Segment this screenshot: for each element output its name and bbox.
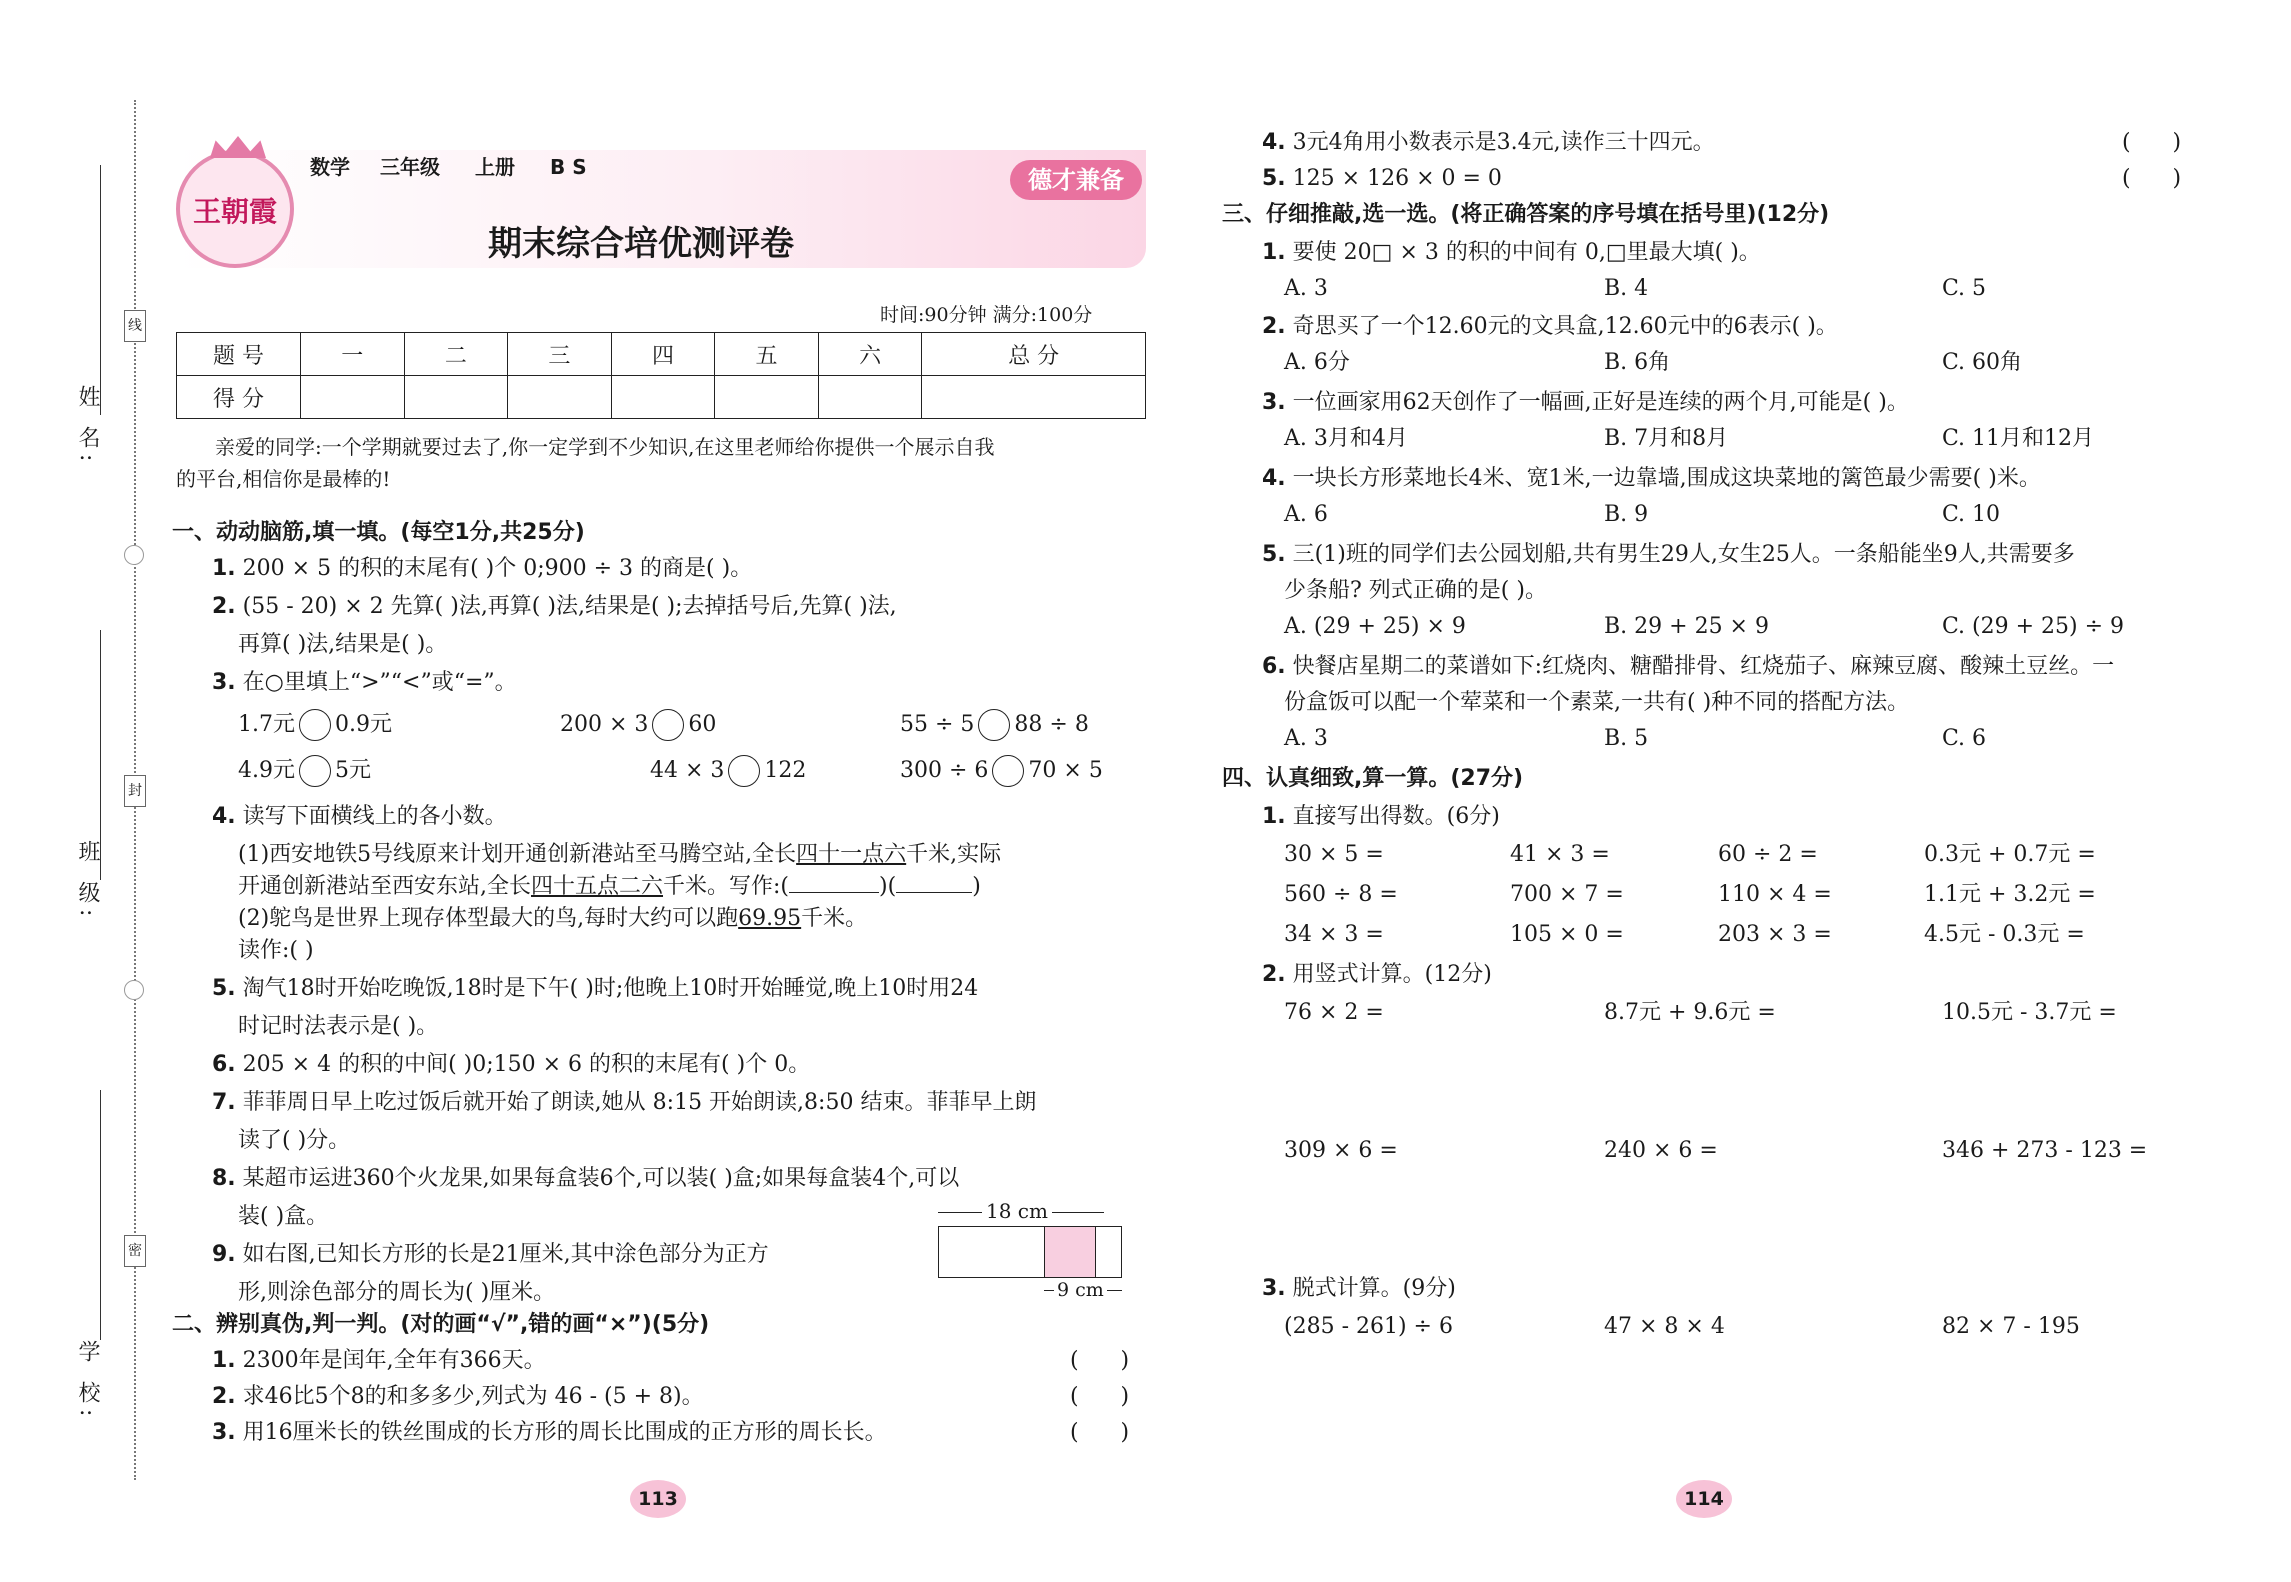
compare-item (560, 708, 716, 742)
question-text: 125 × 126 × 0 = 0 (1292, 166, 1502, 191)
compare-item (238, 754, 371, 788)
question-1-1 (212, 556, 752, 582)
question-1-2 (212, 594, 897, 620)
vertical-calc-item: 346 + 273 - 123 = (1942, 1138, 2148, 1163)
text-fragment: 千米,实际 (906, 842, 1002, 867)
question-1-6 (212, 1052, 810, 1078)
option-b[interactable]: B. 4 (1604, 276, 1649, 301)
option-b[interactable]: B. 9 (1604, 502, 1649, 527)
question-1-5 (212, 976, 978, 1002)
compare-left: 300 ÷ 6 (900, 758, 989, 783)
question-1-4 (212, 804, 507, 830)
option-a[interactable]: A. 3 (1284, 276, 1328, 301)
page-number-badge (630, 1480, 686, 1518)
section-1-title: 一、动动脑筋,填一填。(每空1分,共25分) (172, 520, 585, 545)
text-fragment: )( (879, 874, 897, 899)
text-fragment: 千米。 (801, 906, 868, 931)
school-label: 学 校: (75, 1340, 100, 1423)
question-1-3 (212, 670, 517, 696)
oral-calc-item: 34 × 3 = (1284, 922, 1384, 947)
compare-circle[interactable] (992, 755, 1024, 787)
choice-question-1 (1262, 240, 1761, 266)
question-text: 205 × 4 的积的中间( )0;150 × 6 的积的末尾有( )个 0。 (242, 1052, 811, 1077)
text-fragment: 开通创新港站至西安东站,全长 (238, 874, 531, 899)
text-fragment: (1)西安地铁5号线原来计划开通创新港站至马腾空站,全长 (238, 842, 797, 867)
page-number: 114 (1684, 1488, 1724, 1510)
calc-question-2 (1262, 962, 1492, 988)
option-a[interactable]: A. 3月和4月 (1284, 426, 1408, 451)
question-number: 5. (1262, 542, 1286, 567)
option-a[interactable]: A. 6分 (1284, 350, 1350, 375)
seal-line-mark: 线 (124, 310, 146, 342)
brand-logo (176, 150, 294, 268)
oral-calc-item: 105 × 0 = (1510, 922, 1624, 947)
question-number: 7. (212, 1090, 236, 1115)
judge-item-5 (1262, 166, 1502, 192)
question-number: 1. (1262, 240, 1286, 265)
score-cell[interactable] (922, 376, 1146, 419)
crown-icon (210, 136, 266, 158)
question-1-5-line2: 时记时法表示是( )。 (238, 1014, 439, 1039)
question-text: (55 - 20) × 2 先算( )法,再算( )法,结果是( );去掉括号后,先算( )法, (242, 594, 897, 619)
question-number: 2. (212, 594, 236, 619)
question-1-9-line2: 形,则涂色部分的周长为( )厘米。 (238, 1280, 556, 1305)
vertical-calc-item: 240 × 6 = (1604, 1138, 1718, 1163)
slogan-text: 德才兼备 (1028, 166, 1124, 194)
question-text: 200 × 5 的积的末尾有( )个 0;900 ÷ 3 的商是( )。 (242, 556, 753, 581)
judge-answer-bracket[interactable]: ( ) (2122, 130, 2182, 155)
compare-left: 200 × 3 (560, 712, 649, 737)
compare-item (238, 708, 392, 742)
question-1-4-line2 (238, 874, 981, 900)
question-text: 2300年是闰年,全年有366天。 (242, 1348, 546, 1373)
oral-calc-item: 0.3元 + 0.7元 = (1924, 842, 2096, 867)
option-b[interactable]: B. 5 (1604, 726, 1649, 751)
question-number: 1. (1262, 804, 1286, 829)
question-1-7-line2: 读了( )分。 (238, 1128, 351, 1153)
compare-right: 122 (764, 758, 807, 783)
option-c[interactable]: C. (29 + 25) ÷ 9 (1942, 614, 2125, 639)
score-table-header-row (177, 333, 1146, 376)
question-text: 淘气18时开始吃晚饭,18时是下午( )时;他晚上10时开始睡觉,晚上10时用24 (242, 976, 979, 1001)
question-number: 2. (1262, 962, 1286, 987)
question-number: 2. (212, 1384, 236, 1409)
compare-item (650, 754, 806, 788)
question-1-4-line4: 读作:( ) (238, 938, 314, 963)
question-number: 2. (1262, 314, 1286, 339)
score-cell[interactable] (611, 376, 715, 419)
vertical-calc-item: 8.7元 + 9.6元 = (1604, 1000, 1776, 1025)
compare-circle[interactable] (978, 709, 1010, 741)
choice-question-3 (1262, 390, 1909, 416)
judge-answer-bracket[interactable]: ( ) (2122, 166, 2182, 191)
stepwise-calc-item: (285 - 261) ÷ 6 (1284, 1314, 1453, 1339)
choice-question-5 (1262, 542, 2075, 568)
question-number: 3. (212, 1420, 236, 1445)
name-underline (100, 165, 101, 415)
question-text: 在○里填上“>”“<”或“=”。 (242, 670, 517, 695)
question-number: 5. (1262, 166, 1286, 191)
question-text: 直接写出得数。(6分) (1292, 804, 1500, 829)
option-c[interactable]: C. 6 (1942, 726, 1987, 751)
calc-question-1 (1262, 804, 1500, 830)
compare-left: 55 ÷ 5 (900, 712, 975, 737)
slogan-badge (1010, 160, 1142, 200)
score-cell[interactable] (715, 376, 819, 419)
section-3-title: 三、仔细推敲,选一选。(将正确答案的序号填在括号里)(12分) (1222, 202, 1830, 227)
score-header-cell: 总 分 (922, 333, 1146, 376)
question-1-7 (212, 1090, 1036, 1116)
question-number: 9. (212, 1242, 236, 1267)
oral-calc-item: 560 ÷ 8 = (1284, 882, 1398, 907)
header-subject: 数学 (310, 155, 350, 179)
question-text: 三(1)班的同学们去公园划船,共有男生29人,女生25人。一条船能坐9人,共需要多 (1292, 542, 2075, 567)
score-cell[interactable] (404, 376, 508, 419)
question-1-2-line2: 再算( )法,结果是( )。 (238, 632, 448, 657)
question-number: 4. (212, 804, 236, 829)
oral-calc-item: 700 × 7 = (1510, 882, 1624, 907)
question-number: 1. (212, 556, 236, 581)
question-1-8 (212, 1166, 959, 1192)
question-text: 要使 20□ × 3 的积的中间有 0,□里最大填( )。 (1292, 240, 1761, 265)
page-number: 113 (638, 1488, 678, 1510)
brand-name: 王朝霞 (192, 195, 277, 228)
question-text: 奇思买了一个12.60元的文具盒,12.60元中的6表示( )。 (1292, 314, 1838, 339)
judge-item-3 (212, 1420, 887, 1446)
question-text: 读写下面横线上的各小数。 (242, 804, 507, 829)
seal-feng-mark: 封 (124, 775, 146, 807)
oral-calc-item: 41 × 3 = (1510, 842, 1610, 867)
compare-left: 44 × 3 (650, 758, 725, 783)
page-number-badge (1676, 1480, 1732, 1518)
text-fragment: ) (972, 874, 981, 899)
section-4-title: 四、认真细致,算一算。(27分) (1222, 766, 1524, 791)
question-1-4-line1 (238, 842, 1001, 868)
option-a[interactable]: A. 6 (1284, 502, 1328, 527)
question-text: 一位画家用62天创作了一幅画,正好是连续的两个月,可能是( )。 (1292, 390, 1909, 415)
bottom-dimension-label: 9 cm (1054, 1280, 1107, 1300)
judge-answer-bracket[interactable]: ( ) (1070, 1384, 1130, 1409)
question-text: 脱式计算。(9分) (1292, 1276, 1456, 1301)
question-1-4-line3 (238, 906, 867, 932)
compare-left: 1.7元 (238, 712, 295, 737)
option-b[interactable]: B. 7月和8月 (1604, 426, 1729, 451)
score-header-cell: 一 (301, 333, 405, 376)
answer-blank[interactable] (896, 892, 972, 893)
choice-question-6 (1262, 654, 2114, 680)
score-table (176, 332, 1146, 419)
choice-question-5-line2: 少条船? 列式正确的是( )。 (1284, 578, 1547, 603)
question-number: 8. (212, 1166, 236, 1191)
answer-blank[interactable] (789, 892, 879, 893)
intro-line-1: 亲爱的同学:一个学期就要过去了,你一定学到不少知识,在这里老师给你提供一个展示自我 (215, 435, 995, 459)
score-header-cell: 二 (404, 333, 508, 376)
compare-right: 60 (688, 712, 717, 737)
binding-hole-icon (124, 545, 144, 565)
compare-item (900, 754, 1103, 788)
header-edition: B S (550, 155, 587, 179)
question-text: 3元4角用小数表示是3.4元,读作三十四元。 (1292, 130, 1715, 155)
question-text: 如右图,已知长方形的长是21厘米,其中涂色部分为正方 (242, 1242, 769, 1267)
question-number: 6. (1262, 654, 1286, 679)
oral-calc-item: 1.1元 + 3.2元 = (1924, 882, 2096, 907)
compare-circle[interactable] (299, 709, 331, 741)
option-a[interactable]: A. (29 + 25) × 9 (1284, 614, 1466, 639)
question-text: 快餐店星期二的菜谱如下:红烧肉、糖醋排骨、红烧茄子、麻辣豆腐、酸辣土豆丝。一 (1292, 654, 2115, 679)
question-text: 一块长方形菜地长4米、宽1米,一边靠墙,围成这块菜地的篱笆最少需要( )米。 (1292, 466, 2041, 491)
shaded-square (1044, 1226, 1096, 1278)
option-a[interactable]: A. 3 (1284, 726, 1328, 751)
time-info: 时间:90分钟 满分:100分 (880, 304, 1093, 326)
choice-question-2 (1262, 314, 1838, 340)
question-number: 1. (212, 1348, 236, 1373)
name-label: 姓 名: (75, 385, 100, 468)
judge-item-2 (212, 1384, 704, 1410)
question-number: 3. (1262, 1276, 1286, 1301)
text-fragment: 千米。写作:( (663, 874, 790, 899)
oral-calc-item: 4.5元 - 0.3元 = (1924, 922, 2085, 947)
option-c[interactable]: C. 11月和12月 (1942, 426, 2095, 451)
header-term: 上册 (475, 155, 515, 179)
underlined-number: 四十一点六 (796, 842, 907, 867)
calc-question-3 (1262, 1276, 1456, 1302)
question-number: 3. (1262, 390, 1286, 415)
question-text: 用竖式计算。(12分) (1292, 962, 1492, 987)
option-b[interactable]: B. 29 + 25 × 9 (1604, 614, 1769, 639)
score-header-cell: 五 (715, 333, 819, 376)
stepwise-calc-item: 47 × 8 × 4 (1604, 1314, 1725, 1339)
underlined-number: 69.95 (738, 906, 802, 931)
question-number: 3. (212, 670, 236, 695)
compare-right: 88 ÷ 8 (1014, 712, 1089, 737)
vertical-calc-item: 309 × 6 = (1284, 1138, 1398, 1163)
compare-right: 5元 (335, 758, 371, 783)
question-number: 4. (1262, 466, 1286, 491)
intro-line-2: 的平台,相信你是最棒的! (176, 467, 391, 491)
class-label: 班 级: (75, 840, 100, 923)
underlined-number: 四十五点二六 (531, 874, 664, 899)
compare-left: 4.9元 (238, 758, 295, 783)
vertical-calc-item: 10.5元 - 3.7元 = (1942, 1000, 2117, 1025)
question-text: 某超市运进360个火龙果,如果每盒装6个,可以装( )盒;如果每盒装4个,可以 (242, 1166, 960, 1191)
oral-calc-item: 60 ÷ 2 = (1718, 842, 1818, 867)
question-number: 4. (1262, 130, 1286, 155)
score-header-cell: 六 (818, 333, 922, 376)
top-dimension-label: 18 cm (982, 1200, 1052, 1222)
option-b[interactable]: B. 6角 (1604, 350, 1671, 375)
question-text: 用16厘米长的铁丝围成的长方形的周长比围成的正方形的周长长。 (242, 1420, 887, 1445)
question-1-9 (212, 1242, 769, 1268)
score-table-score-row (177, 376, 1146, 419)
judge-answer-bracket[interactable]: ( ) (1070, 1420, 1130, 1445)
oral-calc-item: 30 × 5 = (1284, 842, 1384, 867)
oral-calc-item: 110 × 4 = (1718, 882, 1832, 907)
compare-circle[interactable] (728, 755, 760, 787)
question-1-8-line2: 装( )盒。 (238, 1204, 329, 1229)
seal-mi-mark: 密 (124, 1235, 146, 1267)
binding-hole-icon (124, 980, 144, 1000)
question-number: 5. (212, 976, 236, 1001)
compare-item (900, 708, 1089, 742)
score-cell[interactable] (301, 376, 405, 419)
question-text: 求46比5个8的和多多少,列式为 46 - (5 + 8)。 (242, 1384, 704, 1409)
choice-question-6-line2: 份盒饭可以配一个荤菜和一个素菜,一共有( )种不同的搭配方法。 (1284, 690, 1910, 715)
oral-calc-item: 203 × 3 = (1718, 922, 1832, 947)
compare-right: 0.9元 (335, 712, 392, 737)
text-fragment: (2)鸵鸟是世界上现存体型最大的鸟,每时大约可以跑 (238, 906, 739, 931)
school-underline (100, 1090, 101, 1340)
score-header-cell: 三 (508, 333, 612, 376)
option-c[interactable]: C. 5 (1942, 276, 1987, 301)
judge-item-1 (212, 1348, 546, 1374)
compare-circle[interactable] (652, 709, 684, 741)
vertical-calc-item: 76 × 2 = (1284, 1000, 1384, 1025)
header-grade: 三年级 (380, 155, 440, 179)
score-row-label: 得 分 (177, 376, 301, 419)
compare-right: 70 × 5 (1028, 758, 1103, 783)
judge-item-4 (1262, 130, 1715, 156)
rectangle-figure (938, 1200, 1138, 1300)
score-header-cell: 题 号 (177, 333, 301, 376)
question-number: 6. (212, 1052, 236, 1077)
option-c[interactable]: C. 60角 (1942, 350, 2023, 375)
section-2-title: 二、辨别真伪,判一判。(对的画“√”,错的画“×”)(5分) (172, 1312, 710, 1337)
judge-answer-bracket[interactable]: ( ) (1070, 1348, 1130, 1373)
question-text: 菲菲周日早上吃过饭后就开始了朗读,她从 8:15 开始朗读,8:50 结束。菲菲早上朗 (242, 1090, 1037, 1115)
score-cell[interactable] (508, 376, 612, 419)
score-header-cell: 四 (611, 333, 715, 376)
page-title: 期末综合培优测评卷 (488, 224, 794, 264)
choice-question-4 (1262, 466, 2041, 492)
score-cell[interactable] (818, 376, 922, 419)
option-c[interactable]: C. 10 (1942, 502, 2001, 527)
compare-circle[interactable] (299, 755, 331, 787)
stepwise-calc-item: 82 × 7 - 195 (1942, 1314, 2080, 1339)
